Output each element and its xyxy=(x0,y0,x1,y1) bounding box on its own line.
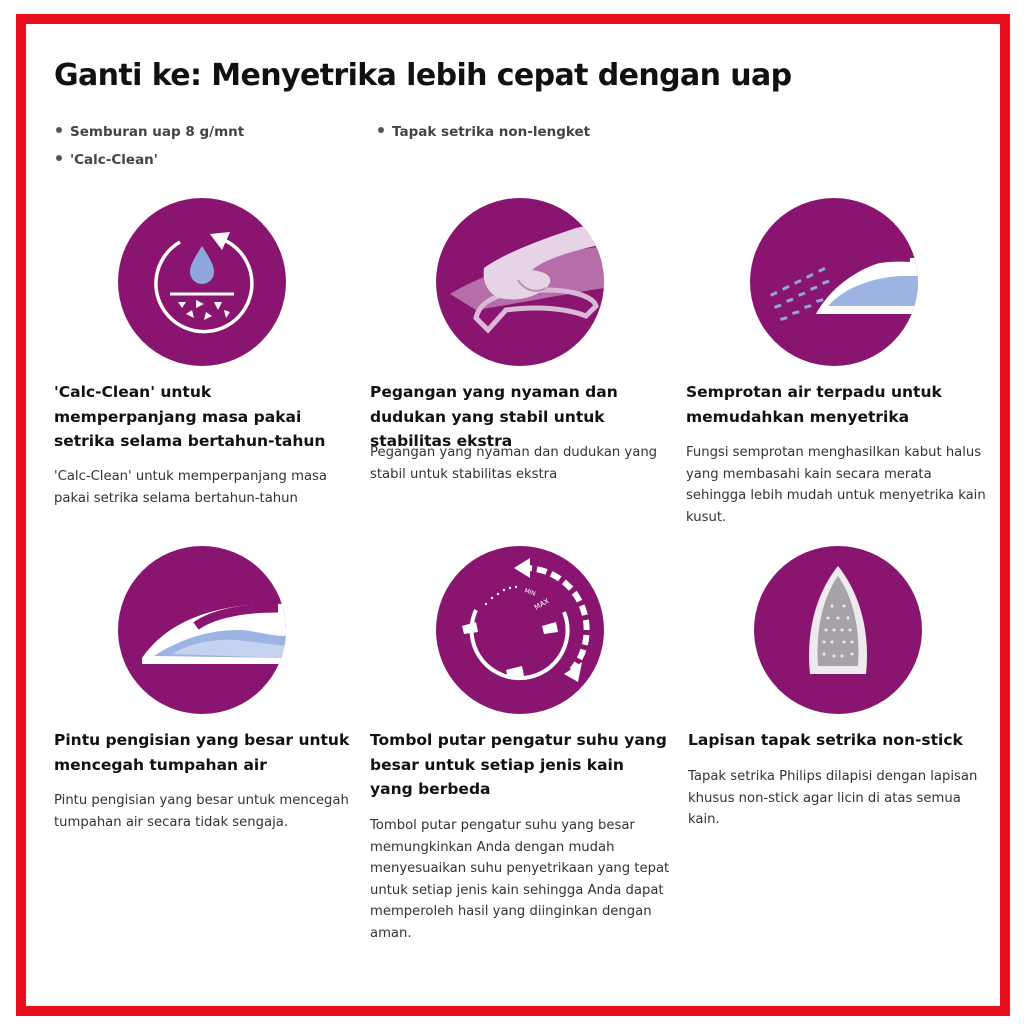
feature-desc-water-tank: Pintu pengisian yang besar untuk mencegah tumpahan air secara tidak sengaja. xyxy=(54,793,349,830)
bullet-soleplate: Tapak setrika non-lengket xyxy=(378,124,590,140)
feature-title-temperature-dial: Tombol putar pengatur suhu yang besar untuk setiap jenis kain yang berbeda xyxy=(370,731,667,798)
spray-icon xyxy=(750,198,918,366)
calc-clean-icon xyxy=(118,198,286,366)
feature-desc-handle: Pegangan yang nyaman dan dudukan yang stabil untuk stabilitas ekstra xyxy=(370,445,658,482)
bullet-steam: Semburan uap 8 g/mnt xyxy=(56,124,244,140)
water-tank-icon xyxy=(118,546,286,714)
feature-desc-temperature-dial: Tombol putar pengatur suhu yang besar memungkinkan Anda dengan mudah menyesuaikan suhu penyetrikaan yang tepat untuk setiap jenis kain sehingga Anda dapat memperoleh hasil yang diinginkan dengan aman. xyxy=(370,818,670,941)
soleplate-icon xyxy=(754,546,922,714)
bullet-calc-clean: 'Calc-Clean' xyxy=(56,152,158,168)
feature-title-handle: Pegangan yang nyaman dan dudukan yang stabil untuk stabilitas ekstra xyxy=(370,383,618,450)
feature-title-calc-clean: 'Calc-Clean' untuk memperpanjang masa pakai setrika selama bertahun-tahun xyxy=(54,383,326,450)
feature-title-water-tank: Pintu pengisian yang besar untuk mencegah tumpahan air xyxy=(54,731,350,774)
feature-title-soleplate: Lapisan tapak setrika non-stick xyxy=(688,731,963,749)
feature-desc-calc-clean: 'Calc-Clean' untuk memperpanjang masa pakai setrika selama bertahun-tahun xyxy=(54,469,327,506)
dial-min-label: MIN xyxy=(523,587,537,598)
dial-max-label: MAX xyxy=(533,596,551,612)
feature-desc-spray: Fungsi semprotan menghasilkan kabut halus yang membasahi kain secara merata sehingga lebih mudah untuk menyetrika kain kusut. xyxy=(686,445,986,525)
handle-icon xyxy=(436,198,604,366)
feature-title-spray: Semprotan air terpadu untuk memudahkan menyetrika xyxy=(686,383,942,426)
feature-desc-soleplate: Tapak setrika Philips dilapisi dengan lapisan khusus non-stick agar licin di atas semua kain. xyxy=(688,769,978,827)
temperature-dial-icon xyxy=(436,546,604,714)
page-title: Ganti ke: Menyetrika lebih cepat dengan uap xyxy=(54,58,792,93)
